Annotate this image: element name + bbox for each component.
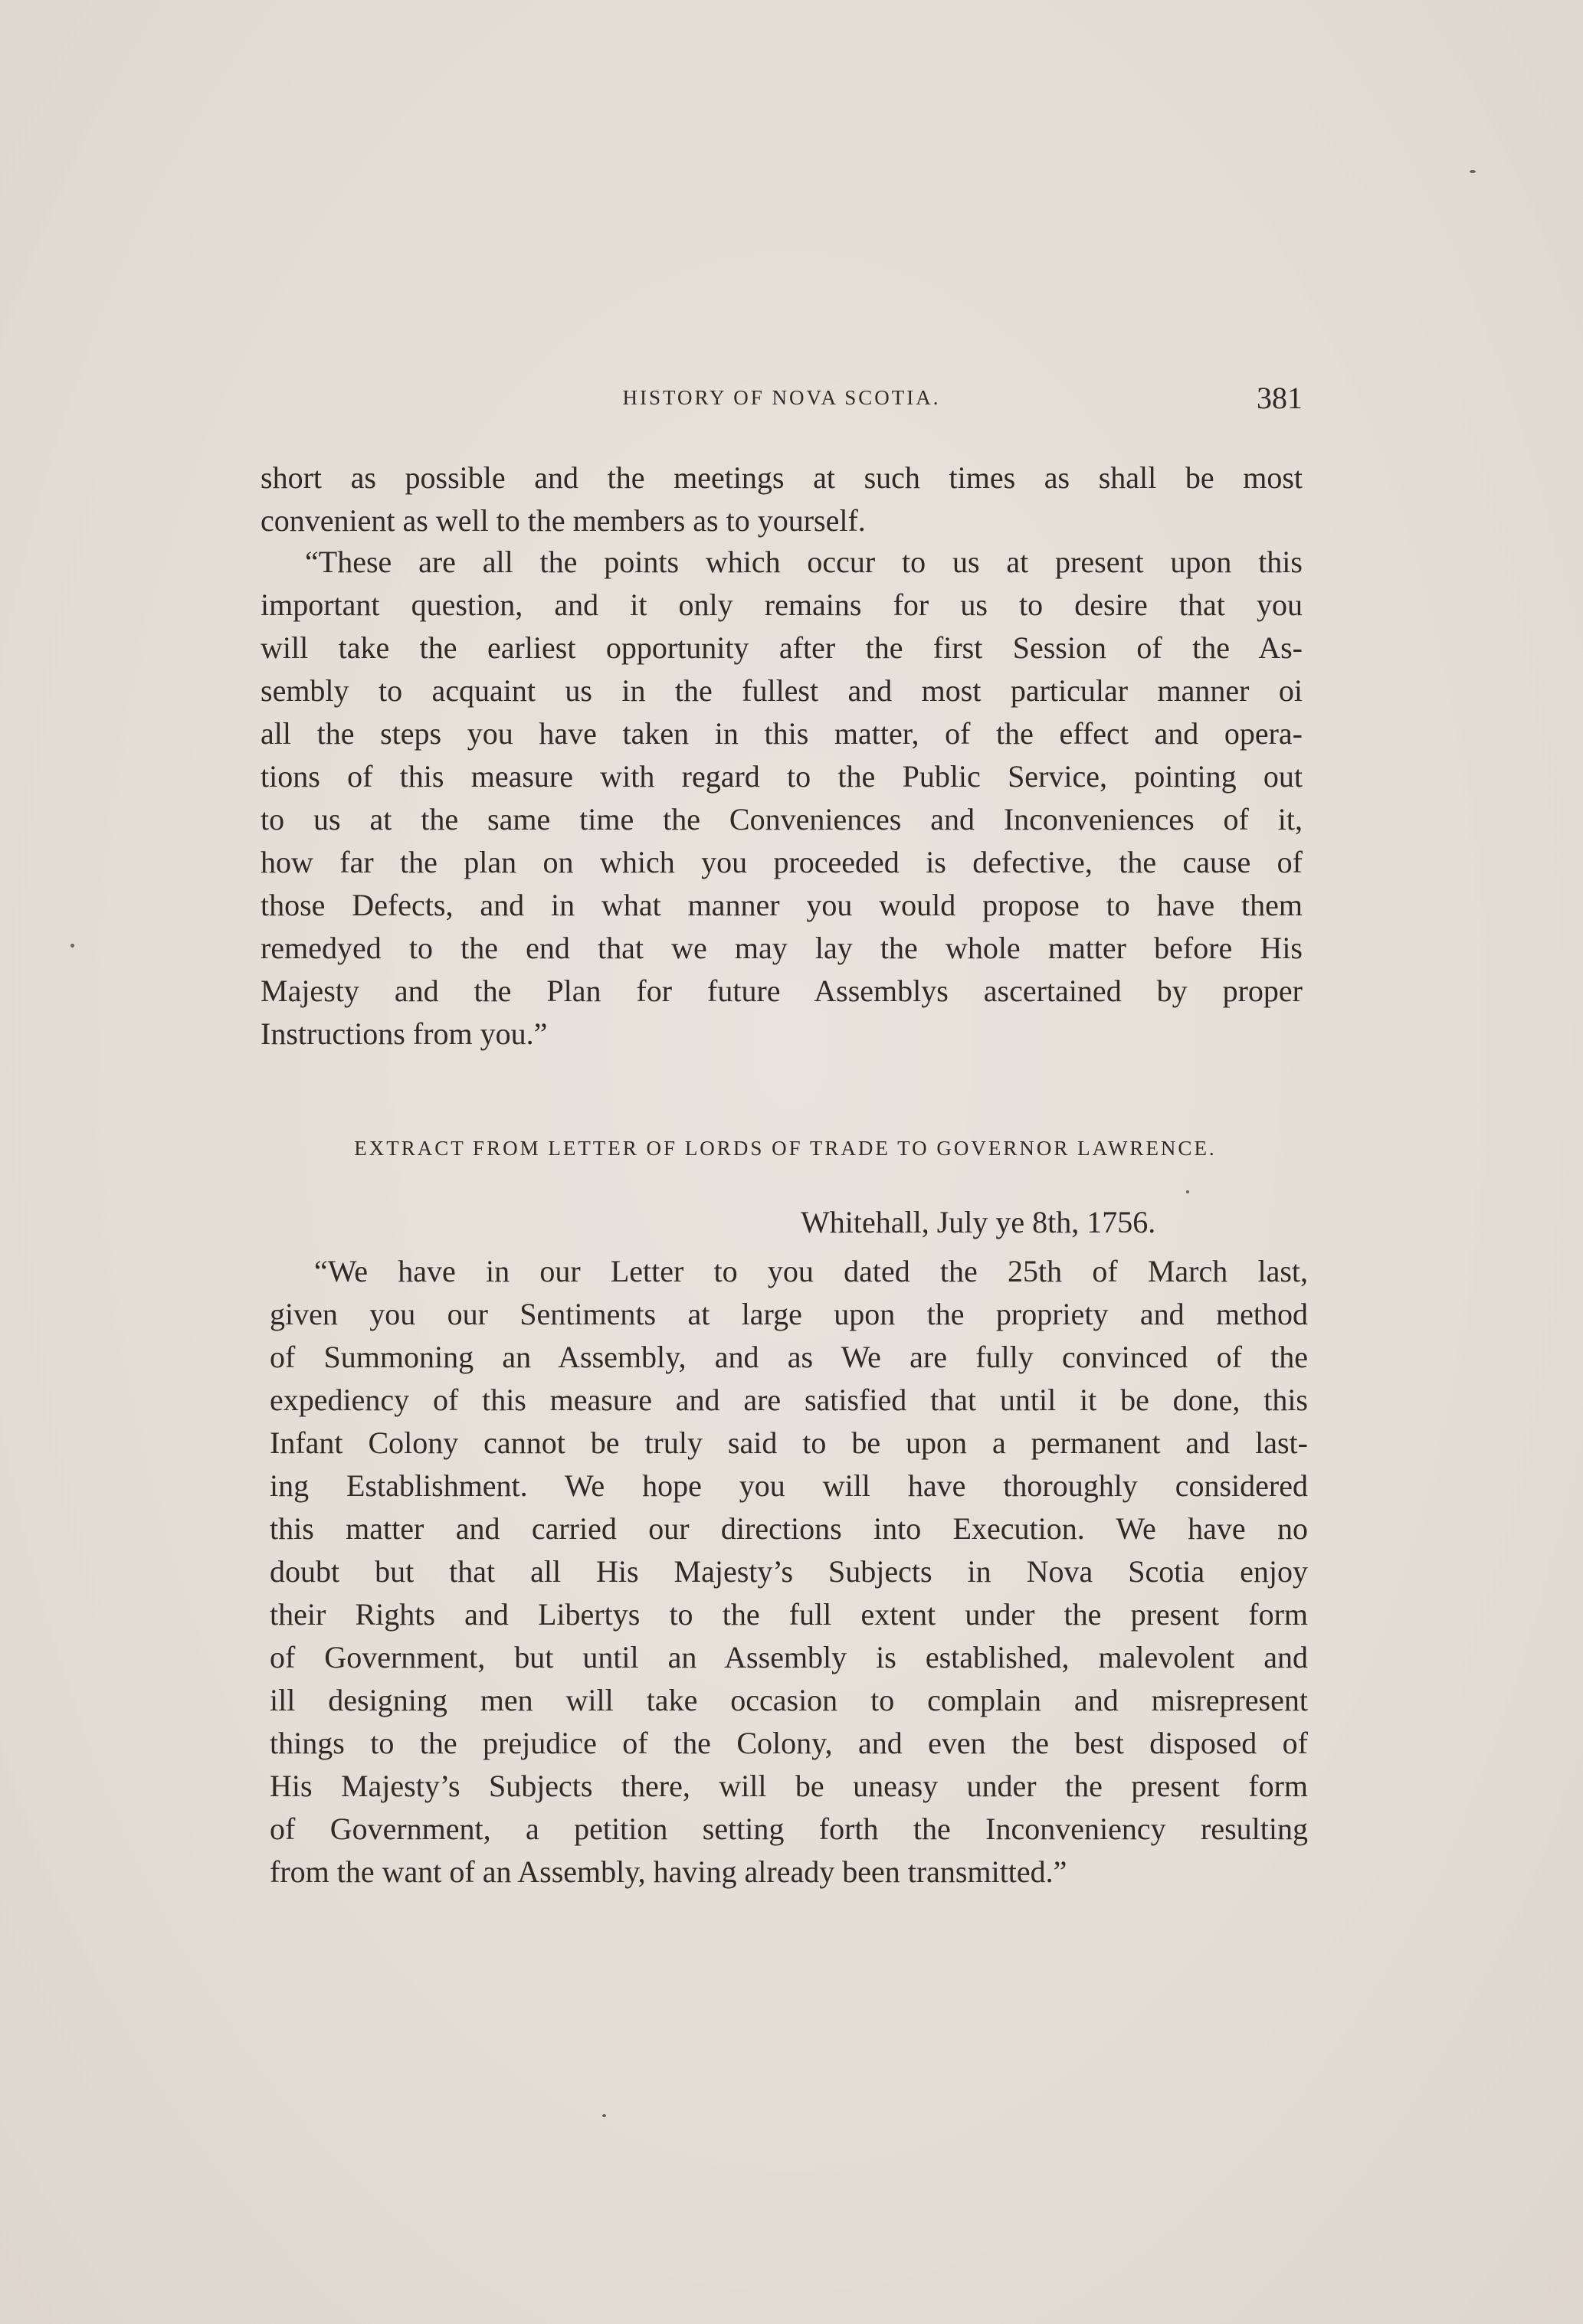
text-line: will take the earliest opportunity after the first Session of the As- <box>261 630 1303 665</box>
page-header <box>261 380 1303 418</box>
text-line: of Government, but until an Assembly is established, malevolent and <box>270 1640 1308 1674</box>
text-line: short as possible and the meetings at such times as shall be most <box>261 460 1303 495</box>
text-line: from the want of an Assembly, having already been transmitted.” <box>270 1854 1067 1889</box>
text-line: how far the plan on which you proceeded is defective, the cause of <box>261 845 1303 879</box>
paragraph-continued <box>261 457 1303 542</box>
text-line: of Government, a petition setting forth the Inconveniency resulting <box>270 1812 1308 1846</box>
text-line: of Summoning an Assembly, and as We are fully convinced of the <box>270 1340 1308 1374</box>
text-line: important question, and it only remains for us to desire that you <box>261 588 1303 622</box>
page-number: 381 <box>1257 381 1303 415</box>
section-heading: EXTRACT FROM LETTER OF LORDS OF TRADE TO GOVERNOR LAWRENCE. <box>354 1137 1217 1160</box>
text-line: Majesty and the Plan for future Assemblys ascertained by proper <box>261 974 1303 1008</box>
running-title: HISTORY OF NOVA SCOTIA. <box>622 386 941 409</box>
text-line: given you our Sentiments at large upon the propriety and method <box>270 1297 1308 1331</box>
paper-speck <box>70 944 74 948</box>
text-line: ill designing men will take occasion to complain and misrepresent <box>270 1683 1308 1717</box>
text-line: things to the prejudice of the Colony, and even the best disposed of <box>270 1726 1308 1760</box>
text-line: doubt but that all His Majesty’s Subjects in Nova Scotia enjoy <box>270 1554 1308 1589</box>
paper-speck <box>1470 170 1476 173</box>
text-line: to us at the same time the Conveniences and Inconveniences of it, <box>261 802 1303 836</box>
text-line: convenient as well to the members as to yourself. <box>261 503 866 538</box>
paper-speck <box>1186 1190 1189 1193</box>
text-line: Infant Colony cannot be truly said to be upon a permanent and last- <box>270 1425 1308 1460</box>
text-line: those Defects, and in what manner you would propose to have them <box>261 888 1303 922</box>
text-line: “We have in our Letter to you dated the 25th of March last, <box>314 1254 1308 1288</box>
text-line: their Rights and Libertys to the full extent under the present form <box>270 1597 1308 1632</box>
text-line: tions of this measure with regard to the Public Service, pointing out <box>261 759 1303 794</box>
paragraph-letter-body <box>270 1250 1308 1894</box>
text-line: this matter and carried our directions into Execution. We have no <box>270 1511 1308 1546</box>
text-line: ing Establishment. We hope you will have thoroughly considered <box>270 1468 1308 1503</box>
paper-speck <box>602 2114 606 2117</box>
paragraph-quote-instructions <box>261 541 1303 1056</box>
text-line: His Majesty’s Subjects there, will be uneasy under the present form <box>270 1769 1308 1803</box>
letter-dateline: Whitehall, July ye 8th, 1756. <box>801 1205 1156 1239</box>
text-line: sembly to acquaint us in the fullest and most particular manner oi <box>261 673 1303 708</box>
text-line: Instructions from you.” <box>261 1016 548 1051</box>
text-line: all the steps you have taken in this matter, of the effect and opera- <box>261 716 1303 751</box>
text-line: “These are all the points which occur to us at present upon this <box>305 545 1303 579</box>
text-line: remedyed to the end that we may lay the whole matter before His <box>261 931 1303 965</box>
text-line: expediency of this measure and are satisfied that until it be done, this <box>270 1383 1308 1417</box>
